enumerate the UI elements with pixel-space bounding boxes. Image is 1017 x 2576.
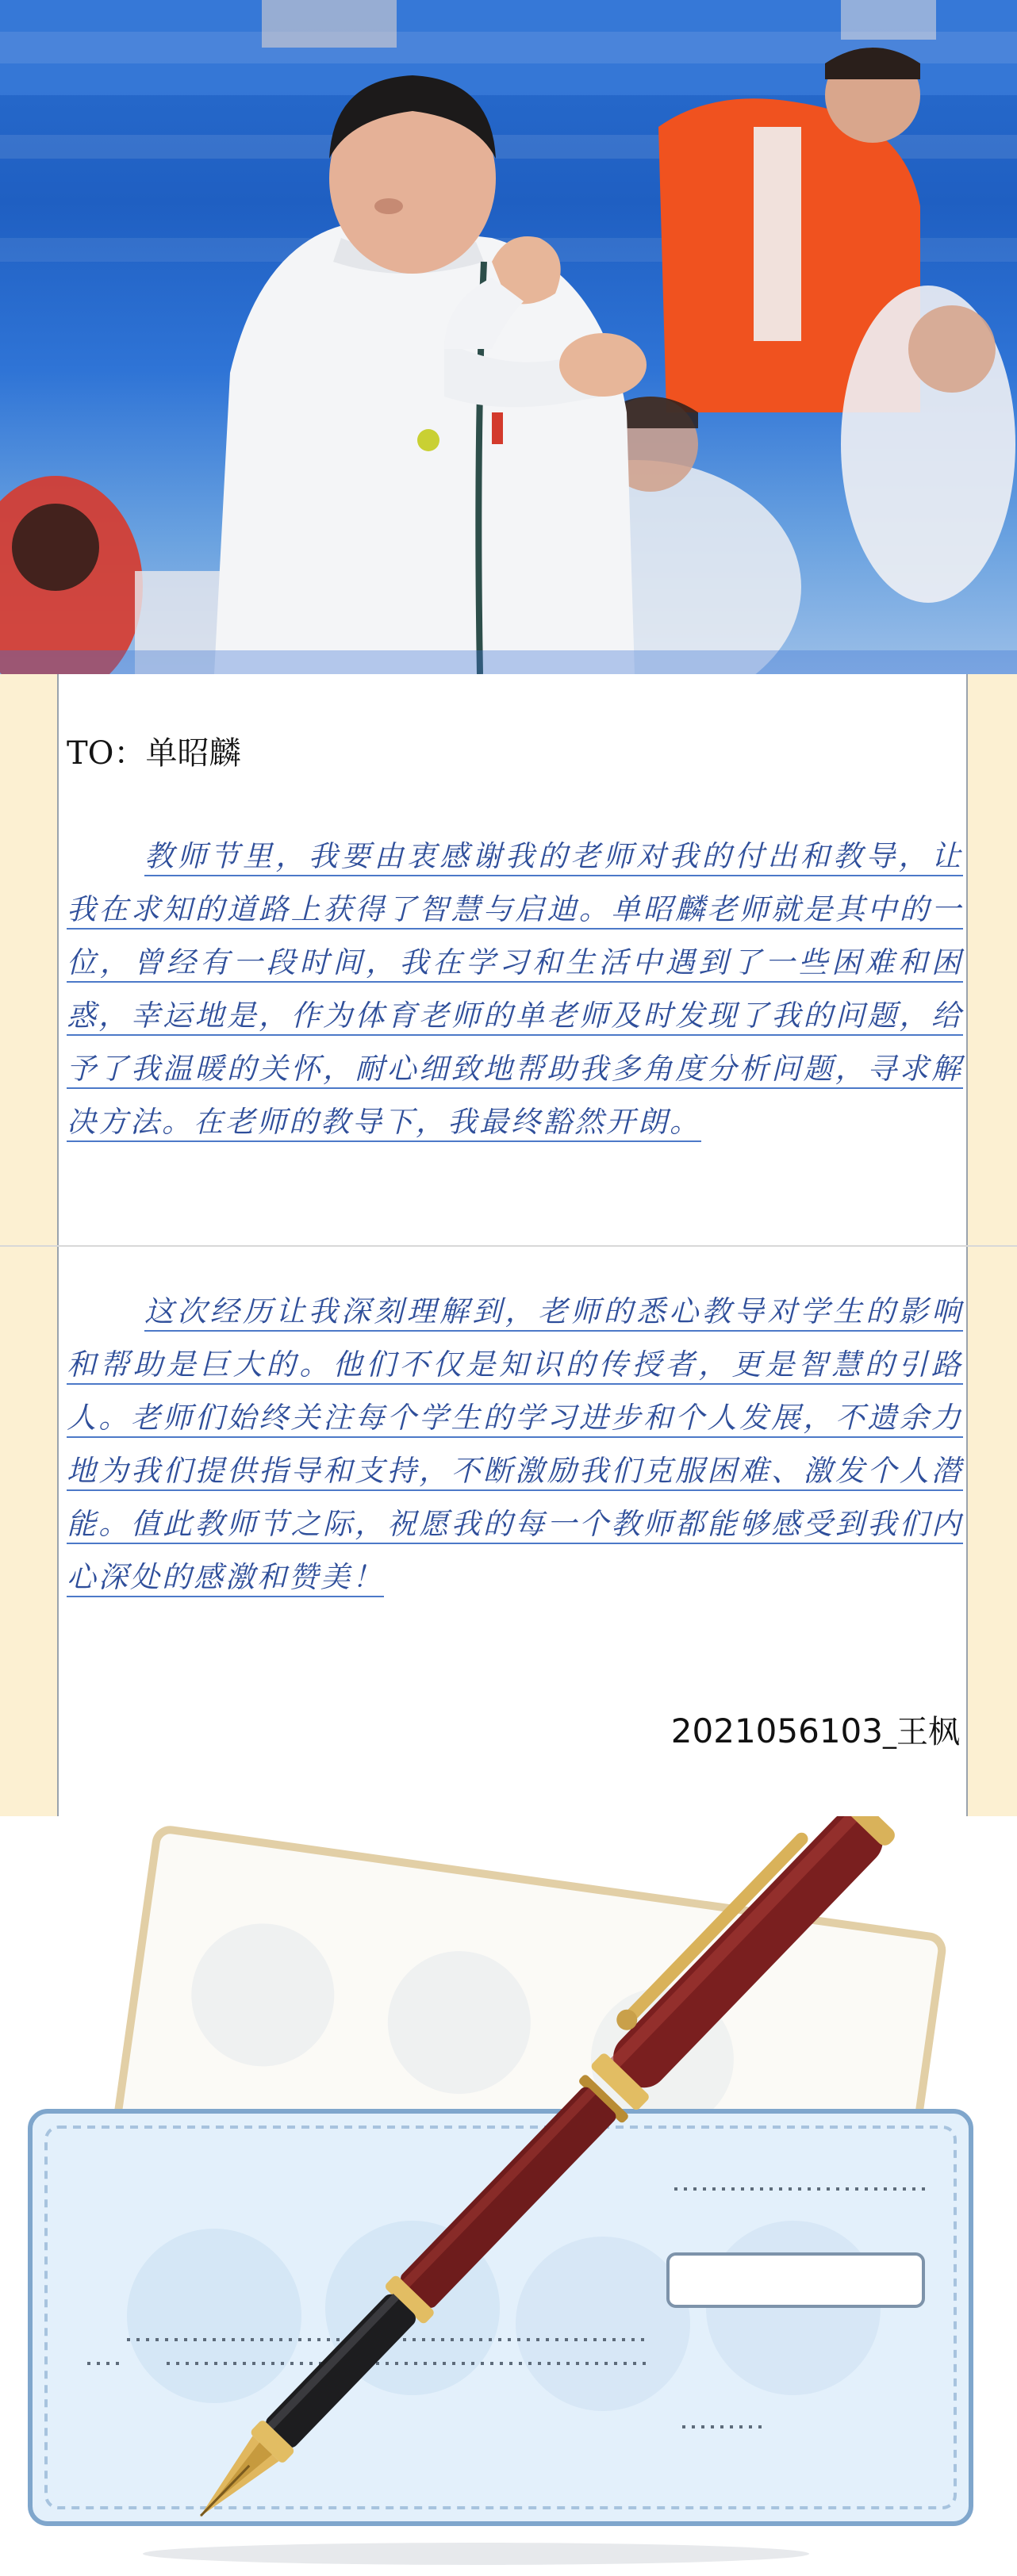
fountain-pen-and-check-icon bbox=[0, 1816, 1017, 2576]
letter-signature bbox=[671, 1707, 960, 1752]
pen-illustration bbox=[0, 1816, 1017, 2576]
section-divider bbox=[0, 1245, 1017, 1247]
coach-photo bbox=[0, 0, 1017, 674]
letter-paragraph-1 bbox=[67, 830, 963, 1148]
letter-paragraph-2 bbox=[67, 1285, 963, 1604]
signature-student-id: 2021056103 bbox=[670, 1712, 883, 1750]
signature-name: 王枫 bbox=[896, 1714, 960, 1750]
letter-paragraph-2-text: 这次经历让我深刻理解到，老师的悉心教导对学生的影响和帮助是巨大的。他们不仅是知识的传授者，更是智慧的引路人。老师们始终关注每个学生的学习进步和个人发展，不遗余力地为我们提供指导和支持，不断激励我们克服困难、激发个人潜能。值此教师节之际，祝愿我的每一个教师都能够感受到我们内心深处的感激和赞美！ bbox=[67, 1294, 963, 1594]
coach-photo-illustration bbox=[0, 0, 1017, 674]
letter-paragraph-1-text: 教师节里，我要由衷感谢我的老师对我的付出和教导，让我在求知的道路上获得了智慧与启迪。单昭麟老师就是其中的一位，曾经有一段时间，我在学习和生活中遇到了一些困难和困惑，幸运地是，作为体育老师的单老师及时发现了我的问题，给予了我温暖的关怀，耐心细致地帮助我多角度分析问题，寻求解决方法。在老师的教导下，我最终豁然开朗。 bbox=[67, 839, 963, 1139]
signature-separator: _ bbox=[883, 1718, 896, 1750]
letter-recipient: TO：单昭麟 bbox=[67, 735, 241, 772]
letter-section bbox=[0, 674, 1017, 1816]
